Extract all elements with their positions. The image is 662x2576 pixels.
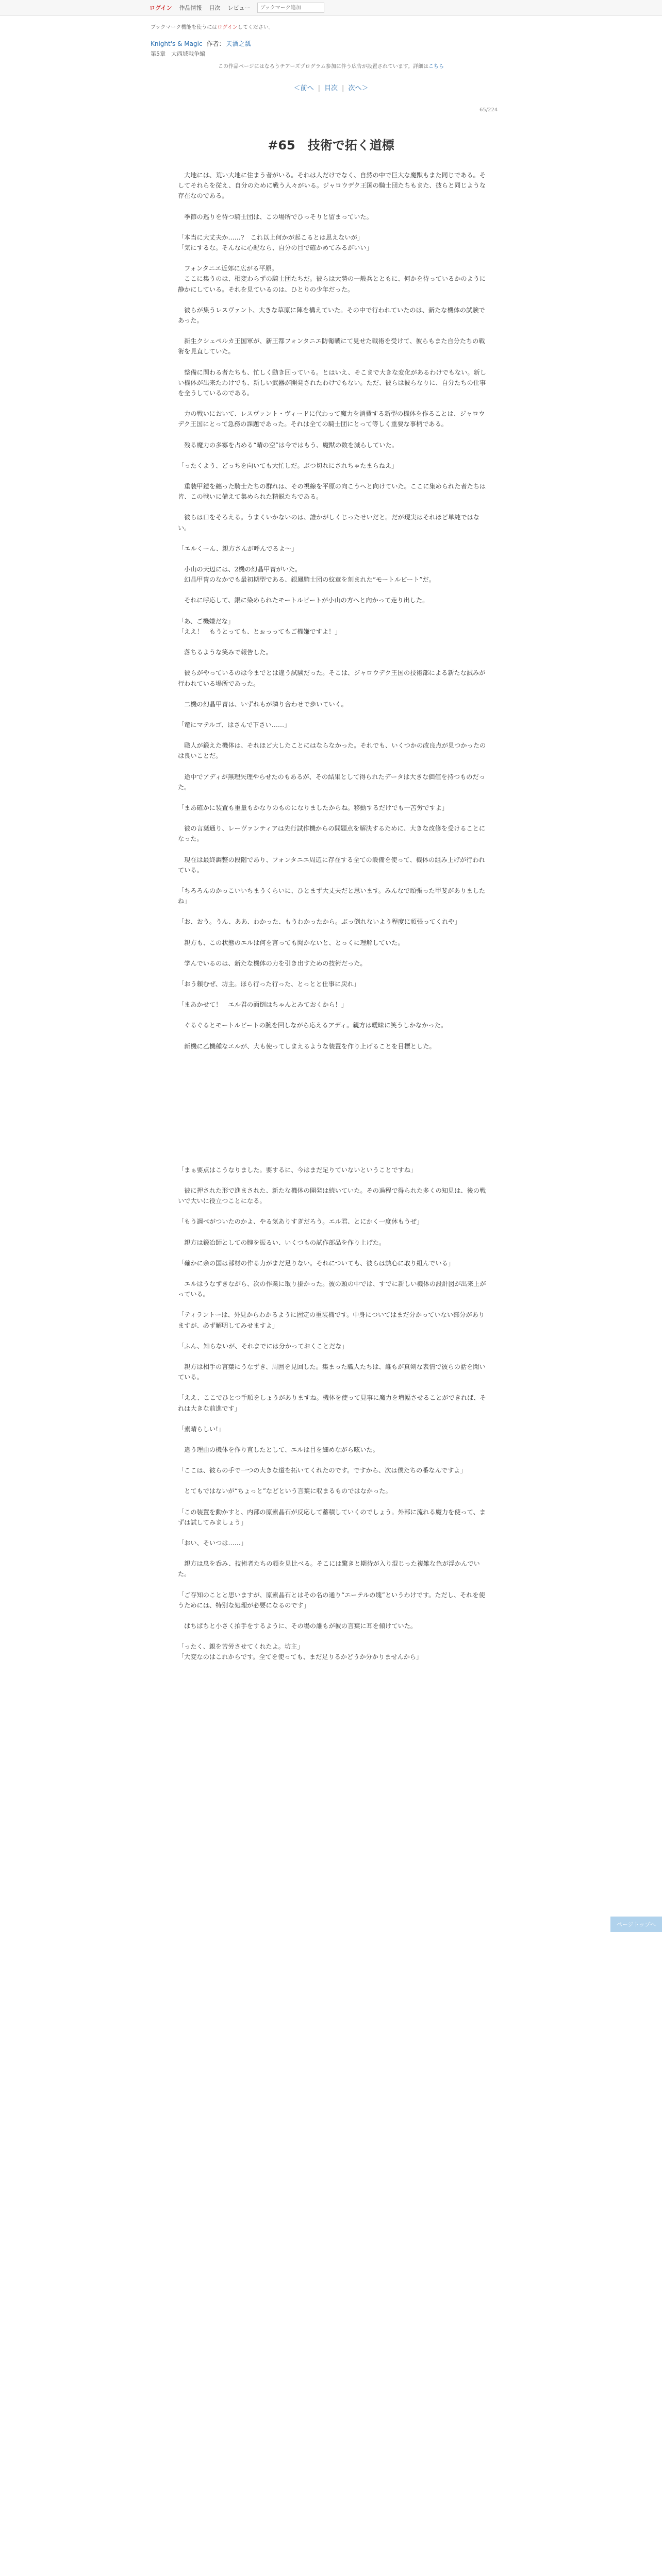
body-paragraph: 「ったく、親を苦労させてくれたよ。坊主」 「大変なのはこれからです。全てを使っても、まだ足りるかどうか分かりませんから」 bbox=[178, 1643, 423, 1661]
body-paragraph: それに呼応して、銀に染められたモートルビートが小山の方へと向かって走り出した。 bbox=[178, 597, 429, 604]
ad-note bbox=[151, 62, 511, 70]
body-paragraph: 「ふん、知らないが、それまでには分かっておくことだな」 bbox=[178, 1342, 348, 1350]
body-paragraph: 親方は鍛冶師としての腕を振るい、いくつもの試作部品を作り上げた。 bbox=[178, 1239, 386, 1246]
author-label: 作者： bbox=[206, 40, 225, 47]
author-link[interactable]: 天酒之瓢 bbox=[226, 40, 251, 47]
body-paragraph: 彼らは口をそろえる。うまくいかないのは、誰かがしくじったせいだと。だが現実はそれほど単純ではない。 bbox=[178, 514, 479, 532]
body-paragraph: 途中でアディが無理矢理やらせたのもあるが、その結果として得られたデータは大きな価値を持つものだった。 bbox=[178, 773, 485, 791]
body-paragraph: とてもではないが“ちょっと”などという言葉に収まるものではなかった。 bbox=[178, 1487, 392, 1495]
body-paragraph: 「ちろろんのかっこいいちまうくらいに、ひとまず大丈夫だと思います。みんなで頑張った甲斐がありましたね」 bbox=[178, 887, 486, 905]
body-paragraph: ぱちぱちと小さく拍手をするように、その場の誰もが彼の言葉に耳を傾けていた。 bbox=[178, 1622, 417, 1630]
body-paragraph: 親方は息を呑み、技術者たちの顔を見比べる。そこには驚きと期待が入り混じった複雑な色が浮かんでいた。 bbox=[178, 1560, 480, 1578]
body-paragraph: 「ティラントーは、外見からわかるように固定の重装機です。中身についてはまだ分かっていない部分がありますが、必ず解明してみせますよ」 bbox=[178, 1311, 485, 1329]
body-paragraph: フォンタニエ近郊に広がる平原。 ここに集うのは、相変わらずの騎士団たちだ。彼らは大勢の一般兵とともに、何かを待っているかのように静かにしている。それを見ているのは、ひとりの少年だった。 bbox=[178, 265, 486, 293]
work-title-line bbox=[151, 39, 251, 48]
body-paragraph: 「本当に大丈夫か……? これ以上何かが起こるとは思えないが」 「気にするな。そんなに心配なら、自分の目で確かめてみるがいい」 bbox=[178, 233, 373, 252]
body-paragraph: 新機に乙機種なエルが、大も使ってしまえるような装置を作り上げることを目標とした。 bbox=[178, 1042, 436, 1050]
body-paragraph: 「あ、ご機嫌だな」 「ええ！ もうとっても、とぉっってもご機嫌ですよ！」 bbox=[178, 617, 341, 635]
body-paragraph: 大地には、荒い大地に住まう者がいる。それは人だけでなく、自然の中で巨大な魔獣もまた同じである。そしてそれらを従え、自分のために戦う人々がいる。ジャロウデク王国の騎士団たちもまた、彼らと同じような存在なのである。 bbox=[178, 172, 486, 200]
scene-break-gap bbox=[178, 1062, 487, 1165]
work-title-link[interactable]: Knight's & Magic bbox=[151, 40, 203, 47]
body-paragraph: 「おう頼むぜ、坊主。ほら行った行った、とっとと仕事に戻れ」 bbox=[178, 980, 360, 988]
body-paragraph: 「ご存知のことと思いますが、原素晶石とはその名の通り“エーテルの塊”というわけです。ただし、それを使うためには、特別な処理が必要になるのです」 bbox=[178, 1591, 485, 1609]
body-paragraph: 力の戦いにおいて、レスヴァント・ヴィードに代わって魔力を消費する新型の機体を作ることは、ジャロウデク王国にとって急務の課題であった。それは全ての騎士団にとって等しく重要な事柄である。 bbox=[178, 410, 485, 428]
section-title: 第5章 大西域戦争編 bbox=[151, 50, 205, 57]
chapter-title: #65 技術で拓く道標 bbox=[268, 138, 394, 152]
body-paragraph: 小山の天辺には、2機の幻晶甲冑がいた。 幻晶甲冑のなかでも最初期型である、銀鳳騎士団の紋章を刻まれた“モートルビート”だ。 bbox=[178, 566, 435, 584]
bookmark-notice bbox=[151, 23, 274, 30]
body-paragraph: 「おい、そいつは……」 bbox=[178, 1539, 247, 1547]
body-paragraph: 「素晴らしい!」 bbox=[178, 1425, 225, 1433]
contents-pager-link[interactable]: 目次 bbox=[324, 84, 338, 92]
body-paragraph: 職人が鍛えた機体は、それほど大したことにはならなかった。それでも、いくつかの改良点が見つかったのは良いことだ。 bbox=[178, 742, 486, 760]
body-paragraph: 二機の幻晶甲冑は、いずれもが隣り合わせで歩いていく。 bbox=[178, 700, 347, 708]
body-paragraph: 「ったくよう、どっちを向いても大忙しだ。ぶつ切れにされちゃたまらねえ」 bbox=[178, 462, 398, 469]
contents-link[interactable]: 目次 bbox=[209, 5, 221, 11]
body-paragraph: 親方も、この状態のエルは何を言っても聞かないと、とっくに理解していた。 bbox=[178, 939, 404, 946]
body-paragraph: 現在は最終調整の段階であり、フォンタニエ周辺に存在する全ての設備を使って、機体の組み上げが行われている。 bbox=[178, 856, 485, 874]
top-navigation-inner bbox=[150, 0, 324, 15]
ad-note-text: この作品ページにはなろうチアーズプログラム参加に伴う広告が設置されています。詳細は bbox=[218, 64, 429, 70]
notice-text-before: ブックマーク機能を使うには bbox=[151, 25, 218, 30]
pager-sep-2: | bbox=[342, 84, 344, 92]
review-link[interactable]: レビュー bbox=[227, 5, 251, 11]
body-paragraph: 「この装置を動かすと、内部の原素晶石が反応して蓄積していくのでしょう。外部に流れる魔力を使って、まずは試してみましょう」 bbox=[178, 1508, 486, 1526]
body-paragraph: 「ここは、彼らの手で一つの大きな道を拓いてくれたのです。ですから、次は僕たちの番なんですよ」 bbox=[178, 1467, 467, 1475]
page-top-button[interactable]: ページトップへ bbox=[610, 1917, 662, 1932]
body-paragraph: 「ええ、ここでひとつ手順をしょうがありますね。機体を使って見事に魔力を増幅させることができれば、それは大きな前進です」 bbox=[178, 1394, 486, 1412]
body-paragraph: 彼らが集うレスヴァント、大きな草原に陣を構えていた。その中で行われていたのは、新たな機体の試験であった。 bbox=[178, 306, 485, 325]
chapter-body bbox=[178, 170, 487, 1673]
body-paragraph: 落ちるような笑みで報告した。 bbox=[178, 649, 272, 656]
works-info-link[interactable]: 作品情報 bbox=[179, 5, 202, 11]
body-paragraph: エルはうなずきながら、次の作業に取り掛かった。彼の頭の中では、すでに新しい機体の設計図が出来上がっている。 bbox=[178, 1280, 486, 1298]
pager-sep-1: | bbox=[318, 84, 320, 92]
body-paragraph: 「まあ確かに装置も重量もかなりのものになりましたからね。移動するだけでも一苦労ですよ」 bbox=[178, 804, 449, 811]
body-paragraph: 新生クシェペルカ王国軍が、新王都フォンタニエ防衛戦にて見せた戦術を受けて、彼らもまた自分たちの戦術を見直していた。 bbox=[178, 337, 485, 355]
ad-note-link[interactable]: こちら bbox=[428, 64, 444, 70]
bookmark-add-input[interactable] bbox=[257, 3, 324, 13]
login-link[interactable]: ログイン bbox=[150, 5, 172, 11]
body-paragraph: 「確かに余の国は部材の作る力がまだ足りない。それについても、彼らは熱心に取り組んでいる」 bbox=[178, 1259, 455, 1267]
notice-login-link[interactable]: ログイン bbox=[217, 25, 238, 30]
body-paragraph: 「もう調べがついたのかよ、やる気ありすぎだろう。エル君、とにかく一度休もうぜ」 bbox=[178, 1218, 423, 1226]
body-paragraph: 重装甲鎧を纏った騎士たちの群れは、その視線を平原の向こうへと向けていた。ここに集められた者たちは皆、この戦いに備えて集められた精鋭たちである。 bbox=[178, 483, 486, 501]
body-paragraph: 親方は相手の言葉にうなずき、周囲を見回した。集まった職人たちは、誰もが真剣な表情で彼らの話を聞いている。 bbox=[178, 1363, 486, 1381]
body-paragraph: 彼の言葉通り、レーヴァンティアは先行試作機からの問題点を解決するために、大きな改修を受けることになった。 bbox=[178, 825, 486, 843]
body-paragraph: 残る魔力の多寡を占める“晴の空”は今ではもう、魔獣の数を減らしていた。 bbox=[178, 441, 398, 449]
prev-link[interactable]: ＜前へ bbox=[293, 84, 314, 92]
body-paragraph: 彼らがやっているのは今までとは違う試験だった。そこは、ジャロウデク王国の技術部による新たな試みが行われている場所であった。 bbox=[178, 669, 486, 687]
page-count: 65/224 bbox=[479, 107, 498, 113]
pager-top bbox=[151, 82, 511, 92]
body-paragraph: 「お、おう。うん、ああ、わかった、もうわかったから。ぶっ倒れないよう程度に頑張ってくれや」 bbox=[178, 918, 461, 926]
next-link[interactable]: 次へ＞ bbox=[348, 84, 369, 92]
body-paragraph: 違う理由の機体を作り直したとして、エルは目を細めながら呟いた。 bbox=[178, 1446, 379, 1454]
body-paragraph: 「まぁ要点はこうなりました。要するに、今はまだ足りていないということですね」 bbox=[178, 1166, 417, 1174]
body-paragraph: ぐるぐるとモートルビートの腕を回しながら応えるアディ。親方は曖昧に笑うしかなかった。 bbox=[178, 1022, 448, 1029]
body-paragraph: 「エルくーん、親方さんが呼んでるよ～」 bbox=[178, 545, 298, 552]
body-paragraph: 彼に押された形で進まされた、新たな機体の開発は続いていた。その過程で得られた多くの知見は、後の戦いで大いに役立つことになる。 bbox=[178, 1187, 486, 1205]
notice-text-after: してください。 bbox=[237, 25, 274, 30]
body-paragraph: 「まあかせて！ エル君の面倒はちゃんとみておくから！」 bbox=[178, 1001, 348, 1009]
body-paragraph: 学んでいるのは、新たな機体の力を引き出すための技術だった。 bbox=[178, 959, 367, 967]
body-paragraph: 「竜にマテルゴ、はさんで下さい……」 bbox=[178, 721, 291, 728]
top-navigation-bar bbox=[0, 0, 662, 16]
body-paragraph: 季節の巡りを待つ騎士団は、この場所でひっそりと留まっていた。 bbox=[178, 213, 373, 221]
body-paragraph: 整備に関わる者たちも、忙しく動き回っている。とはいえ、そこまで大きな変化があるわけでもない。新しい機体が出来たわけでも、新しい武器が開発されたわけでもない。ただ、彼らは彼らなりに、自分たちの仕事を全うしているのである。 bbox=[178, 368, 486, 397]
